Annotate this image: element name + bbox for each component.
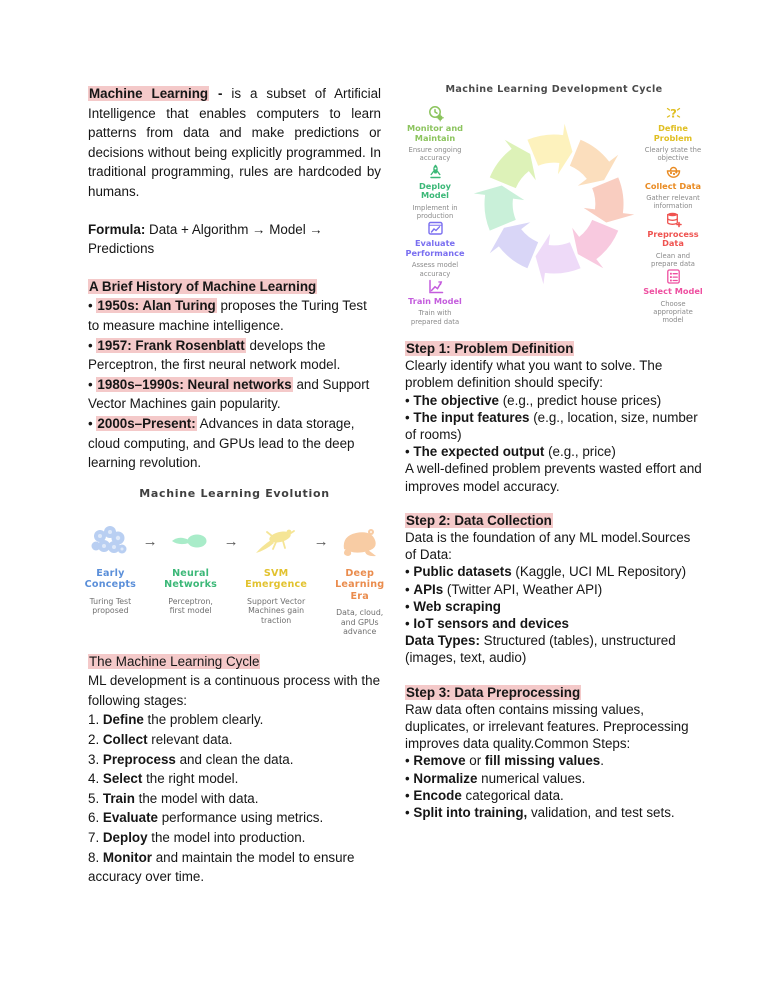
cycle-step-monitor-maintain [405,105,465,163]
training-chart-icon [405,278,465,295]
wheel-arrow [527,124,572,175]
stage-sublabel: Data, cloud, and GPUs advance [336,608,384,637]
cycle-step-select-model [643,268,703,324]
step-bullet: • Encode categorical data. [405,787,564,803]
step-bullet: • Web scraping [405,598,501,614]
intro-paragraph: Machine Learning - is a subset of Artificial Intelligence that enables computers to learn patterns from data and make predictions or decisions without being explicitly programmed. In traditional programming, rules are hardcoded by humans. [88,86,381,199]
step-paragraph: Raw data often contains missing values, duplicates, or irrelevant features. Preprocessing [405,701,689,735]
step-bullet: • The expected output (e.g., price) [405,444,616,460]
ml-cycle-item: 7. Deploy the model into production. [88,830,306,846]
cycle-step-train-model [405,278,465,326]
step-bullet: • Split into training, validation, and test sets. [405,805,675,821]
step-paragraph: A well-defined problem prevents wasted effort and improves model accuracy. [405,461,702,494]
cycle-step-sublabel: Train with prepared data [410,309,460,326]
step-paragraph: Data Types: Structured (tables), unstructured (images, text, audio) [405,633,676,666]
step-1-section [405,340,703,495]
step-paragraph: Clearly identify what you want to solve. The problem definition should specify: [405,358,663,391]
cycle-step-evaluate-performance [405,220,465,278]
evolution-row [84,522,385,637]
cycle-step-label: Evaluate Performance [405,238,465,258]
arrow-right-icon: → [142,532,158,550]
history-item: • 1950s: Alan Turing proposes the Turing Test to measure machine intelligence. [88,298,367,333]
wheel-arrow [570,140,618,186]
left-column [84,84,385,887]
cycle-step-label: Select Model [643,286,703,297]
cycle-step-label: Define Problem [653,123,693,143]
dev-cycle-row [405,101,703,326]
step-2-section [405,512,703,667]
dev-cycle-left-labels [405,105,465,326]
evolution-title: Machine Learning Evolution [139,486,330,500]
step-heading: Step 2: Data Collection [406,512,552,528]
stage-label: Early Concepts [84,567,137,591]
frog-icon [338,522,382,560]
step-paragraph: Data is the foundation of any ML model.Sources of Data: [405,530,691,563]
step-heading: Step 3: Data Preprocessing [406,684,581,700]
cycle-step-collect-data [643,163,703,211]
stage-label: Neural Networks [164,567,218,591]
cycle-step-deploy-model [405,163,465,221]
dev-cycle-title: Machine Learning Development Cycle [445,84,663,95]
history-item: • 1957: Frank Rosenblatt develops the Perceptron, the first neural network model. [88,337,341,373]
history-section [88,277,381,473]
clock-gear-icon [405,105,465,122]
dev-cycle-diagram [405,84,703,326]
cycle-step-sublabel: Implement in production [412,203,458,220]
cycle-step-label: Collect Data [644,180,702,191]
chart-window-icon [405,220,465,237]
stage-sublabel: Perceptron, first model [168,596,213,616]
froglet-icon [254,522,298,560]
cycle-wheel-icon [466,101,642,307]
stage-label: Deep Learning Era [335,567,385,602]
step-paragraph: improves data quality.Common Steps: [405,736,631,752]
question-spark-icon [643,105,703,122]
database-plus-icon [643,211,703,228]
formula-line: Formula: Data + Algorithm → Model → Predictions [88,221,323,257]
ml-cycle-heading: The Machine Learning Cycle [89,653,260,669]
stage-sublabel: Turing Test proposed [89,596,132,616]
wheel-arrow [490,222,538,268]
right-column [405,84,703,821]
step-bullet: • Remove or fill missing values. [405,753,604,769]
wheel-arrow [474,186,525,231]
cycle-step-preprocess-data [643,211,703,269]
step-bullet: • IoT sensors and devices [405,616,569,632]
ml-cycle-item: 1. Define the problem clearly. [88,712,264,728]
dev-cycle-right-labels [643,105,703,325]
basket-icon [643,163,703,180]
step-bullet: • Normalize numerical values. [405,770,586,786]
svg-text:?: ? [669,106,677,121]
step-bullet: • APIs (Twitter API, Weather API) [405,581,603,597]
wheel-arrow [536,234,581,285]
stage-neural-networks [164,522,217,616]
cycle-step-sublabel: Clearly state the objective [644,146,702,163]
ml-cycle-item: 6. Evaluate performance using metrics. [88,810,324,826]
rocket-icon [405,163,465,180]
ml-cycle-item: 8. Monitor and maintain the model to ensure accuracy over time. [88,849,355,885]
cycle-step-sublabel: Choose appropriate model [653,299,693,325]
wheel-arrow [584,177,635,222]
stage-svm-emergence [245,522,307,626]
cycle-step-sublabel: Clean and prepare data [651,251,695,268]
tadpole-icon [169,522,213,560]
stage-early-concepts [85,522,136,616]
stage-sublabel: Support Vector Machines gain traction [247,596,306,625]
stage-label: SVM Emergence [245,567,308,591]
arrow-right-icon: → [223,532,239,550]
cycle-step-sublabel: Ensure ongoing accuracy [408,146,462,163]
ml-cycle-item: 5. Train the model with data. [88,790,259,806]
ml-cycle-intro: ML development is a continuous process with the following stages: [88,673,381,708]
cycle-step-define-problem [643,105,703,163]
ml-cycle-section [88,652,381,887]
arrow-right-icon: → [313,532,329,550]
ml-cycle-item: 3. Preprocess and clean the data. [88,751,294,767]
step-bullet: • Public datasets (Kaggle, UCI ML Repository) [405,564,687,580]
cycle-step-sublabel: Assess model accuracy [411,261,459,278]
cycle-wheel-wrap [465,101,643,307]
cycle-step-label: Monitor and Maintain [406,123,464,143]
cycle-step-label: Preprocess Data [647,228,699,249]
history-item: • 2000s–Present: Advances in data storage, cloud computing, and GPUs lead to the deep learning revolution. [88,415,355,471]
stage-deep-learning-era [335,522,384,637]
evolution-diagram [84,486,385,637]
cycle-step-sublabel: Gather relevant information [646,194,700,211]
checklist-card-icon [643,268,703,285]
frog-eggs-icon [88,522,132,560]
step-bullet: • The objective (e.g., predict house prices) [405,392,662,408]
history-item: • 1980s–1990s: Neural networks and Support Vector Machines gain popularity. [88,376,370,412]
cycle-step-label: Train Model [408,295,462,306]
wheel-arrow [572,220,618,268]
step-bullet: • The input features (e.g., location, size, number of rooms) [405,409,698,443]
ml-cycle-item: 4. Select the right model. [88,771,239,787]
history-heading: A Brief History of Machine Learning [89,278,317,294]
wheel-arrow [490,140,536,188]
cycle-step-label: Deploy Model [419,180,451,201]
step-heading: Step 1: Problem Definition [406,341,574,356]
step-3-section [405,684,703,822]
ml-cycle-item: 2. Collect relevant data. [88,732,233,748]
